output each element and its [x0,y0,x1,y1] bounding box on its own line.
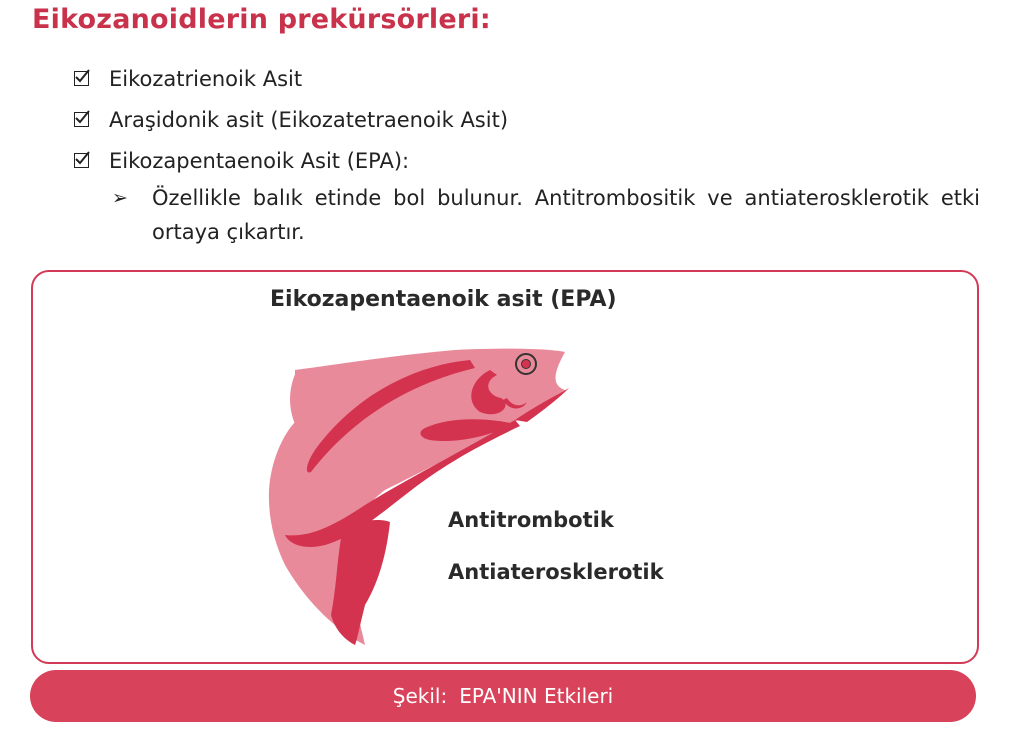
checkbox-checked-icon [74,112,89,127]
checklist-item [74,99,508,140]
epa-note [110,181,980,249]
arrow-bullet-icon: ➢ [112,187,128,209]
checklist-item-label: Araşidonik asit (Eikozatetraenoik Asit) [109,107,509,132]
checklist-item-label: Eikozapentaenoik Asit (EPA): [109,148,410,173]
effect-label: Antitrombotik [448,508,614,532]
checklist-item [74,140,508,181]
epa-note-text: Özellikle balık etinde bol bulunur. Antitrombositik ve antiaterosklerotik etki ortaya çıkartır. [152,186,980,244]
figure-caption-bar [30,670,976,722]
caption-prefix: Şekil: [392,684,448,708]
figure-title: Eikozapentaenoik asit (EPA) [270,287,617,312]
checklist-item-label: Eikozatrienoik Asit [109,66,303,91]
checklist-item [74,58,508,99]
fish-icon [265,340,580,650]
checkbox-checked-icon [74,71,89,86]
caption-text: EPA'NIN Etkileri [459,684,614,708]
effect-label: Antiaterosklerotik [448,560,664,584]
section-heading: Eikozanoidlerin prekürsörleri: [32,4,491,35]
checkbox-checked-icon [74,153,89,168]
precursor-checklist [74,58,508,181]
